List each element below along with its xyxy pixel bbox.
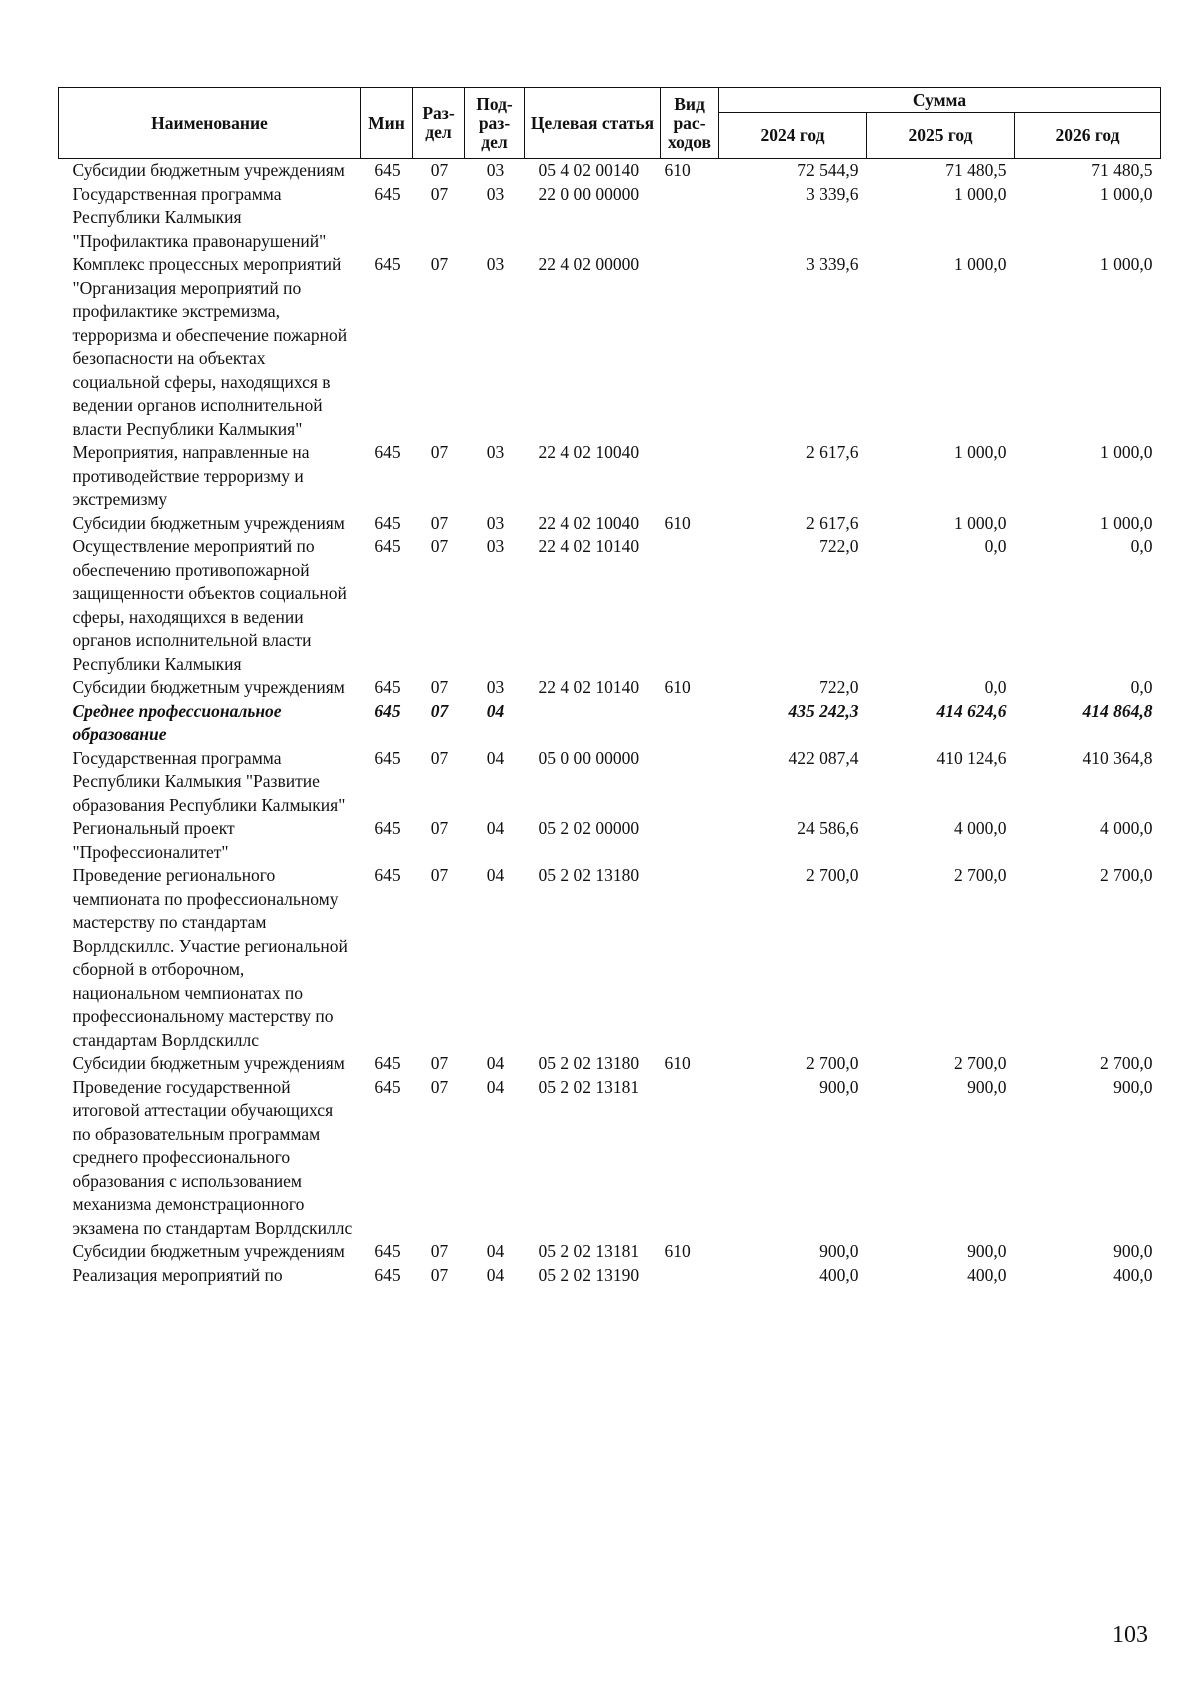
cell-razdel: 07 [430,512,449,533]
cell-vid [661,747,719,818]
cell-2024: 722,0 [819,677,859,697]
table-row [59,676,1161,700]
cell-2026: 2 700,0 [1100,865,1153,885]
cell-razdel: 07 [430,1241,449,1261]
cell-2024: 3 339,6 [806,254,859,274]
cell-2025: 1 000,0 [954,183,1007,204]
cell-2024: 3 339,6 [806,183,859,204]
header-vid [661,88,719,159]
cell-podrazdel: 03 [486,677,505,697]
header-name: Наименование [59,88,361,159]
table-row [59,159,1161,183]
cell-podrazdel: 03 [486,442,505,462]
header-vid-text: Вид рас- ходов [668,93,711,152]
cell-celevaya [525,700,661,747]
table-body [59,159,1161,1288]
cell-razdel: 07 [430,1053,449,1073]
cell-2025: 2 700,0 [954,865,1007,885]
cell-2026: 0,0 [1130,536,1153,556]
cell-min: 645 [374,1264,401,1285]
cell-min: 645 [374,1241,401,1261]
cell-razdel: 07 [430,677,449,697]
cell-2026: 71 480,5 [1091,160,1153,180]
cell-name: Осуществление мероприятий по обеспечению противопожарной защищенности объектов социальной сферы, находящихся в ведении органов исполнительной власти Республики Калмыкия [72,536,347,674]
cell-razdel: 07 [430,700,449,721]
cell-razdel: 07 [430,183,449,204]
table-row [59,512,1161,536]
cell-2026: 1 000,0 [1100,512,1153,533]
budget-table-container [58,87,1160,1287]
cell-2026: 2 700,0 [1100,1053,1153,1073]
cell-2025: 71 480,5 [945,160,1007,180]
cell-podrazdel: 04 [486,1076,505,1097]
header-min: Мин [361,88,413,159]
cell-2024: 72 544,9 [797,160,859,180]
cell-celevaya: 05 2 02 13190 [538,1264,640,1285]
cell-podrazdel: 03 [486,183,505,204]
header-podrazdel-text: Под- раз- дел [476,93,513,152]
header-year-2026: 2026 год [1015,113,1161,159]
cell-vid: 610 [664,677,691,697]
page-number: 103 [1112,1622,1148,1648]
cell-name: Проведение регионального чемпионата по профессиональному мастерству по стандартам Ворлдскиллс. Участие региональной сборной в отборочном, национальном чемпионатах по профессиональному мастерству по стандартам Ворлдскиллс [72,865,348,1050]
cell-2025: 2 700,0 [954,1053,1007,1073]
cell-celevaya: 05 0 00 00000 [538,747,640,768]
cell-name: Субсидии бюджетным учреждениям [72,1241,345,1261]
cell-2025: 1 000,0 [954,254,1007,274]
table-row [59,441,1161,512]
cell-podrazdel: 04 [486,1053,505,1073]
table-row [59,1264,1161,1288]
header-year-2025: 2025 год [867,113,1015,159]
cell-min: 645 [374,1053,401,1073]
cell-podrazdel: 04 [486,818,505,838]
cell-razdel: 07 [430,442,449,462]
cell-2024: 435 242,3 [788,700,859,721]
cell-2025: 0,0 [984,536,1007,556]
cell-vid [661,183,719,254]
cell-min: 645 [374,677,401,697]
cell-2025: 1 000,0 [954,512,1007,533]
cell-2025: 900,0 [967,1241,1007,1261]
cell-2024: 900,0 [819,1076,859,1097]
cell-podrazdel: 03 [486,160,505,180]
cell-razdel: 07 [430,747,449,768]
cell-2026: 900,0 [1113,1076,1153,1097]
cell-name: Государственная программа Республики Калмыкия "Профилактика правонарушений" [72,183,327,251]
cell-min: 645 [374,865,401,885]
cell-2026: 414 864,8 [1082,700,1153,721]
cell-2026: 900,0 [1113,1241,1153,1261]
cell-min: 645 [374,536,401,556]
cell-vid [661,1076,719,1241]
cell-2026: 4 000,0 [1100,818,1153,838]
cell-2025: 0,0 [984,677,1007,697]
cell-2026: 400,0 [1113,1264,1153,1285]
header-year-2024: 2024 год [719,113,867,159]
cell-celevaya: 05 2 02 13181 [538,1076,640,1097]
table-row [59,183,1161,254]
cell-celevaya: 22 4 02 00000 [538,254,640,274]
cell-vid [661,253,719,441]
cell-vid [661,817,719,864]
cell-min: 645 [374,700,401,721]
table-row [59,1076,1161,1241]
cell-vid: 610 [664,1053,691,1073]
table-row [59,817,1161,864]
cell-vid [661,864,719,1052]
cell-2024: 722,0 [819,536,859,556]
header-razdel-text: Раз- дел [422,103,455,142]
table-row [59,700,1161,747]
cell-name: Субсидии бюджетным учреждениям [72,677,345,697]
cell-2026: 1 000,0 [1100,254,1153,274]
cell-2026: 410 364,8 [1082,747,1153,768]
header-razdel [413,88,465,159]
header-summa: Сумма [719,88,1161,113]
cell-min: 645 [374,160,401,180]
cell-min: 645 [374,254,401,274]
cell-vid [661,441,719,512]
cell-2025: 414 624,6 [936,700,1007,721]
cell-celevaya: 22 4 02 10140 [538,536,640,556]
cell-name: Проведение государственной итоговой аттестации обучающихся по образовательным программам среднего профессионального образования с использованием механизма демонстрационного экзамена по стандартам Ворлдскиллс [72,1076,353,1238]
cell-2024: 422 087,4 [788,747,859,768]
cell-min: 645 [374,183,401,204]
cell-razdel: 07 [430,160,449,180]
cell-podrazdel: 04 [486,865,505,885]
cell-2024: 24 586,6 [797,818,859,838]
cell-2024: 400,0 [819,1264,859,1285]
cell-2024: 2 700,0 [806,1053,859,1073]
cell-celevaya: 05 4 02 00140 [538,160,640,180]
cell-min: 645 [374,442,401,462]
cell-vid [661,535,719,676]
cell-name: Субсидии бюджетным учреждениям [72,160,345,180]
cell-celevaya: 22 4 02 10140 [538,677,640,697]
cell-name: Среднее профессиональное образование [72,700,282,744]
cell-2024: 900,0 [819,1241,859,1261]
cell-razdel: 07 [430,1076,449,1097]
cell-name: Комплекс процессных мероприятий "Организация мероприятий по профилактике экстремизма, терроризма и обеспечение пожарной безопасности на объектах социальной сферы, находящихся в ведении органов исполнительной власти Республики Калмыкия" [72,254,348,439]
cell-name: Региональный проект "Профессионалитет" [72,818,235,862]
table-row [59,253,1161,441]
cell-podrazdel: 04 [486,700,505,721]
cell-razdel: 07 [430,1264,449,1285]
cell-vid: 610 [664,160,691,180]
cell-podrazdel: 04 [486,1241,505,1261]
cell-2025: 410 124,6 [936,747,1007,768]
cell-razdel: 07 [430,254,449,274]
table-row [59,535,1161,676]
cell-name: Субсидии бюджетным учреждениям [72,512,345,533]
cell-celevaya: 22 0 00 00000 [538,183,640,204]
cell-min: 645 [374,1076,401,1097]
cell-celevaya: 05 2 02 13181 [538,1241,640,1261]
cell-celevaya: 22 4 02 10040 [538,512,640,533]
cell-celevaya: 05 2 02 00000 [538,818,640,838]
cell-2025: 900,0 [967,1076,1007,1097]
cell-min: 645 [374,818,401,838]
cell-2024: 2 700,0 [806,865,859,885]
cell-razdel: 07 [430,818,449,838]
cell-name: Мероприятия, направленные на противодействие терроризму и экстремизму [72,442,310,509]
cell-celevaya: 05 2 02 13180 [538,865,640,885]
cell-vid: 610 [664,512,691,533]
budget-table [58,87,1161,1287]
cell-razdel: 07 [430,536,449,556]
cell-vid [661,1264,719,1288]
cell-celevaya: 05 2 02 13180 [538,1053,640,1073]
cell-vid [661,700,719,747]
cell-podrazdel: 04 [486,747,505,768]
cell-2026: 1 000,0 [1100,183,1153,204]
table-row [59,864,1161,1052]
cell-name: Субсидии бюджетным учреждениям [72,1053,345,1073]
table-header [59,88,1161,159]
cell-name: Реализация мероприятий по [72,1264,283,1285]
cell-2026: 1 000,0 [1100,442,1153,462]
table-row [59,1240,1161,1264]
cell-2025: 4 000,0 [954,818,1007,838]
table-row [59,747,1161,818]
cell-2024: 2 617,6 [806,442,859,462]
cell-min: 645 [374,747,401,768]
cell-celevaya: 22 4 02 10040 [538,442,640,462]
cell-podrazdel: 03 [486,254,505,274]
cell-min: 645 [374,512,401,533]
cell-podrazdel: 03 [486,512,505,533]
header-podrazdel [465,88,525,159]
cell-name: Государственная программа Республики Калмыкия "Развитие образования Республики Калмыкия" [72,747,346,815]
table-row [59,1052,1161,1076]
cell-podrazdel: 04 [486,1264,505,1285]
cell-2026: 0,0 [1130,677,1153,697]
header-celevaya: Целевая статья [525,88,661,159]
cell-2025: 1 000,0 [954,442,1007,462]
cell-2024: 2 617,6 [806,512,859,533]
cell-podrazdel: 03 [486,536,505,556]
cell-razdel: 07 [430,865,449,885]
cell-vid: 610 [664,1241,691,1261]
cell-2025: 400,0 [967,1264,1007,1285]
